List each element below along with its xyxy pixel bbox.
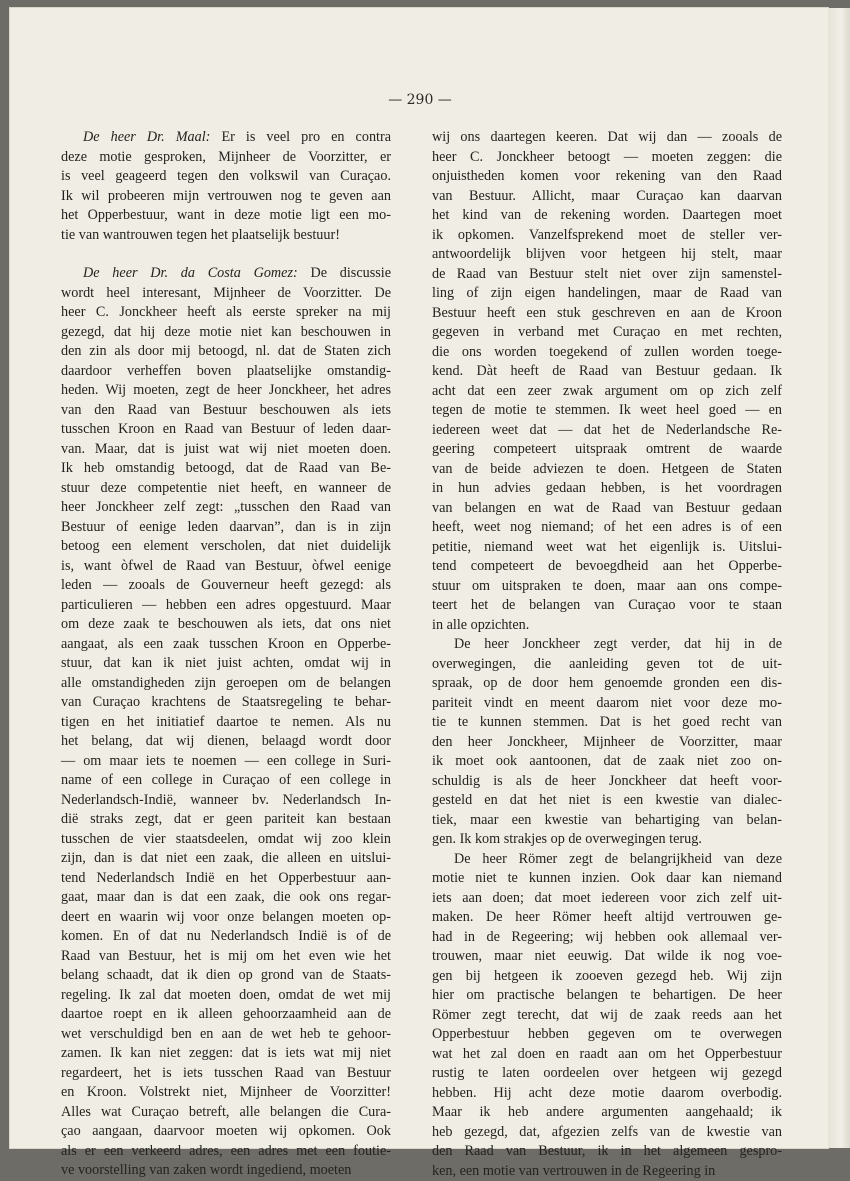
text-line: particulieren — hebben een adres opgestuurd. Maar <box>61 596 391 616</box>
text-line: het Opperbestuur, want in deze motie ligt een mo- <box>61 206 391 226</box>
text-line: Opperbestuur hebben gegeven om te overwegen <box>432 1025 782 1045</box>
text-line: tusschen Kroon en Raad van Bestuur of leden daar- <box>61 420 391 440</box>
text-line: heer Jonckheer zelf zegt: „tusschen den Raad van <box>61 498 391 518</box>
text-line: alle omstandigheden zijn geroepen om de belangen <box>61 674 391 694</box>
text-line: betoog een element verscholen, dat niet duidelijk <box>61 537 391 557</box>
text-line: stuur, dat kan ik niet juist achten, omdat wij in <box>61 654 391 674</box>
text-line: wordt heel interesant, Mijnheer de Voorzitter. De <box>61 284 391 304</box>
text-line: belang schaadt, dat ik dien op grond van de Staats- <box>61 966 391 986</box>
text-line: heden. Wij moeten, zegt de heer Jonckheer, het adres <box>61 381 391 401</box>
text-line: heer C. Jonckheer heeft als eerste spreker na mij <box>61 303 391 323</box>
text-line: den heer Jonckheer, Mijnheer de Voorzitter, maar <box>432 733 782 753</box>
text-line: wat het zal doen en raadt aan om het Opperbestuur <box>432 1045 782 1065</box>
right-column <box>432 128 782 1181</box>
text-line: gaat, maar dan is dat een zaak, die ook ons regar- <box>61 888 391 908</box>
text-line: ik opkomen. Vanzelfsprekend moet de steller ver- <box>432 226 782 246</box>
text-line: den zin als door mij betoogd, nl. dat de Staten zich <box>61 342 391 362</box>
text-line: van de beide adviezen te doen. Hetgeen de Staten <box>432 460 782 480</box>
text-line: is, want òfwel de Raad van Bestuur, òfwel eenige <box>61 557 391 577</box>
text-line: had in de Regeering; wij hebben ook allemaal ver- <box>432 928 782 948</box>
text-line: hebben. Hij acht deze motie daarom overbodig. <box>432 1084 782 1104</box>
text-line: hier om practische belangen te behartigen. De heer <box>432 986 782 1006</box>
text-line: tigen en het initiatief daartoe te nemen. Als nu <box>61 713 391 733</box>
text-line: zamen. Ik kan niet zeggen: dat is iets wat mij niet <box>61 1044 391 1064</box>
text-line: wet verschuldigd ben en aan de wet heb te gehoor- <box>61 1025 391 1045</box>
text-line: tend competeert de bevoegdheid aan het Opperbe- <box>432 557 782 577</box>
text-line: en Kroon. Volstrekt niet, Mijnheer de Voorzitter! <box>61 1083 391 1103</box>
text-line: van den Raad van Bestuur beschouwen als iets <box>61 401 391 421</box>
text-line: leden — zooals de Gouverneur heeft gezegd: als <box>61 576 391 596</box>
text-line: petitie, niemand weet wat het eigenlijk is. Uitslui- <box>432 538 782 558</box>
text-line: Bestuur heeft een stuk geschreven en aan de Kroon <box>432 304 782 324</box>
paragraph <box>432 128 782 635</box>
text-line: van belangen en wat de Raad van Bestuur gedaan <box>432 499 782 519</box>
text-line: tend Nederlandsch Indië en het Opperbestuur aan- <box>61 869 391 889</box>
text-line: den Raad van Bestuur, ik in het algemeen gespro- <box>432 1142 782 1162</box>
text-line: kend. Dàt heeft de Raad van Bestuur gedaan. Ik <box>432 362 782 382</box>
paragraph <box>432 635 782 850</box>
text-line: antwoordelijk blijven voor hetgeen hij stelt, maar <box>432 245 782 265</box>
text-line: Maar ik heb andere argumenten aangehaald; ik <box>432 1103 782 1123</box>
text-line: ik moet ook aantoonen, dat de zaak niet zoo on- <box>432 752 782 772</box>
text-line: het kind van de rekening worden. Daartegen moet <box>432 206 782 226</box>
text-line: komen. En of dat nu Nederlandsch Indië is of de <box>61 927 391 947</box>
text-line: Römer zegt terecht, dat wij de zaak reeds aan het <box>432 1006 782 1026</box>
text-line: Ik wil probeeren mijn vertrouwen nog te geven aan <box>61 187 391 207</box>
text-line: als er een verkeerd adres, een adres met een foutie- <box>61 1142 391 1162</box>
text-line: De heer Dr. Maal: Er is veel pro en contra <box>61 128 391 148</box>
text-line: trouwen, maar niet eeuwig. Dat wilde ik nog voe- <box>432 947 782 967</box>
text-line: dië straks zegt, dat er geen pariteit kan bestaan <box>61 810 391 830</box>
text-line: deze motie gesproken, Mijnheer de Voorzitter, er <box>61 148 391 168</box>
speaker-name: De heer Dr. da Costa Gomez: <box>83 265 298 281</box>
text-line: het belang, dat wij dienen, belaagd wordt door <box>61 732 391 752</box>
text-line: motie niet te kunnen inzien. Ook daar kan niemand <box>432 869 782 889</box>
text-line: gen bij hetgeen ik zooeven gezegd heb. Wij zijn <box>432 967 782 987</box>
text-line: De heer Römer zegt de belangrijkheid van deze <box>432 850 782 870</box>
text-line: acht dat een zeer zwak argument om op zich zelf <box>432 382 782 402</box>
page-number: — 290 — <box>0 92 840 108</box>
text-line: heeft, weet nog niemand; of het een adres is of een <box>432 518 782 538</box>
page-edge <box>828 8 850 1148</box>
text-line: aangaat, als een zaak tusschen Kroon en Opperbe- <box>61 635 391 655</box>
left-column <box>61 128 391 1181</box>
text-line: tie van wantrouwen tegen het plaatselijk bestuur! <box>61 226 391 246</box>
paragraph <box>61 264 391 1181</box>
text-line: iets aan doen; dat moet iedereen voor zich zelf uit- <box>432 889 782 909</box>
speaker-name: De heer Dr. Maal: <box>83 129 210 145</box>
text-line: teert het de belangen van Curaçao voor te staan <box>432 596 782 616</box>
text-line: rustig te laten oordeelen over hetgeen wij gezegd <box>432 1064 782 1084</box>
text-line: om deze zaak te beschouwen als iets, dat ons niet <box>61 615 391 635</box>
paragraph <box>432 850 782 1181</box>
text-line: de Raad van Bestuur stelt niet over zijn samenstel- <box>432 265 782 285</box>
text-line: Nederlandsch-Indië, wanneer bv. Nederlandsch In- <box>61 791 391 811</box>
text-line: tegen de motie te stemmen. Ik weet heel goed — en <box>432 401 782 421</box>
text-line: iedereen weet dat — dat het de Nederlandsche Re- <box>432 421 782 441</box>
text-line: stuur om uitspraken te doen, maar aan ons compe- <box>432 577 782 597</box>
text-line: ken, een motie van vertrouwen in de Regeering in <box>432 1162 782 1181</box>
text-line: stuur deze competentie niet heeft, en wanneer de <box>61 479 391 499</box>
text-line: tiek, maar een kwestie van behartiging van belan- <box>432 811 782 831</box>
text-line: deert en waarin wij voor onze belangen moeten op- <box>61 908 391 928</box>
text-line: gesteld en dat het niet is een kwestie van dialec- <box>432 791 782 811</box>
paragraph <box>61 128 391 245</box>
text-line: schuldig is als de heer Jonckheer dat heeft voor- <box>432 772 782 792</box>
text-line: De heer Jonckheer zegt verder, dat hij in de <box>432 635 782 655</box>
text-line: spraak, op de door hem genoemde gronden een dis- <box>432 674 782 694</box>
text-line: daardoor verheffen boven plaatselijke omstandig- <box>61 362 391 382</box>
text-line: zijn, dan is dat niet een zaak, die alleen en uitslui- <box>61 849 391 869</box>
text-line: çao aangaan, daarvoor moeten wij opkomen. Ook <box>61 1122 391 1142</box>
text-line: Ik heb omstandig betoogd, dat de Raad van Be- <box>61 459 391 479</box>
text-line: daartoe roept en ik alleen gehoorzaamheid aan de <box>61 1005 391 1025</box>
text-line: Bestuur of eenige leden daarvan”, dan is in zijn <box>61 518 391 538</box>
text-line: pariteit vindt en meent daarom niet voor deze mo- <box>432 694 782 714</box>
text-line: tusschen de vier staatsdeelen, omdat wij zoo klein <box>61 830 391 850</box>
text-line: is veel geageerd tegen den volkswil van Curaçao. <box>61 167 391 187</box>
text-line: in alle opzichten. <box>432 616 782 636</box>
text-line: name of een college in Curaçao of een college in <box>61 771 391 791</box>
text-line: De heer Dr. da Costa Gomez: De discussie <box>61 264 391 284</box>
text-line: gen. Ik kom strakjes op de overwegingen terug. <box>432 830 782 850</box>
text-line: heb gezegd, dat, afgezien zelfs van de kwestie van <box>432 1123 782 1143</box>
text-line: regardeert, het is iets tusschen Raad van Bestuur <box>61 1064 391 1084</box>
text-line: overwegingen, die aanleiding geven tot de uit- <box>432 655 782 675</box>
text-line: ve voorstelling van zaken wordt ingediend, moeten <box>61 1161 391 1181</box>
text-line: ling of zijn eigen handelingen, maar de Raad van <box>432 284 782 304</box>
text-line: gezegd, dat hij deze motie niet kan beschouwen in <box>61 323 391 343</box>
text-line: die ons worden toegekend of zullen worden toege- <box>432 343 782 363</box>
text-line: van Curaçao krachtens de Staatsregeling te behar- <box>61 693 391 713</box>
text-line: Alles wat Curaçao betreft, alle belangen die Cura- <box>61 1103 391 1123</box>
text-line: onjuistheden komen voor rekening van den Raad <box>432 167 782 187</box>
text-line: maken. De heer Römer heeft altijd vertrouwen ge- <box>432 908 782 928</box>
text-line: in hun advies gedaan hebben, is het voordragen <box>432 479 782 499</box>
text-line: Raad van Bestuur, het is mij om het even wie het <box>61 947 391 967</box>
text-line: — om maar iets te noemen — een college in Suri- <box>61 752 391 772</box>
text-line: van Bestuur. Allicht, maar Curaçao kan daarvan <box>432 187 782 207</box>
text-line: heer C. Jonckheer betoogt — moeten zeggen: die <box>432 148 782 168</box>
text-line: gegeven in verband met Curaçao en met rechten, <box>432 323 782 343</box>
text-line: tie te kunnen stemmen. Dat is het goed recht van <box>432 713 782 733</box>
text-line: geering competeert uitspraak omtrent de waarde <box>432 440 782 460</box>
text-line: regeling. Ik zal dat moeten doen, omdat de wet mij <box>61 986 391 1006</box>
text-line: wij ons daartegen keeren. Dat wij dan — zooals de <box>432 128 782 148</box>
text-line: van. Maar, dat is juist wat wij niet moeten doen. <box>61 440 391 460</box>
